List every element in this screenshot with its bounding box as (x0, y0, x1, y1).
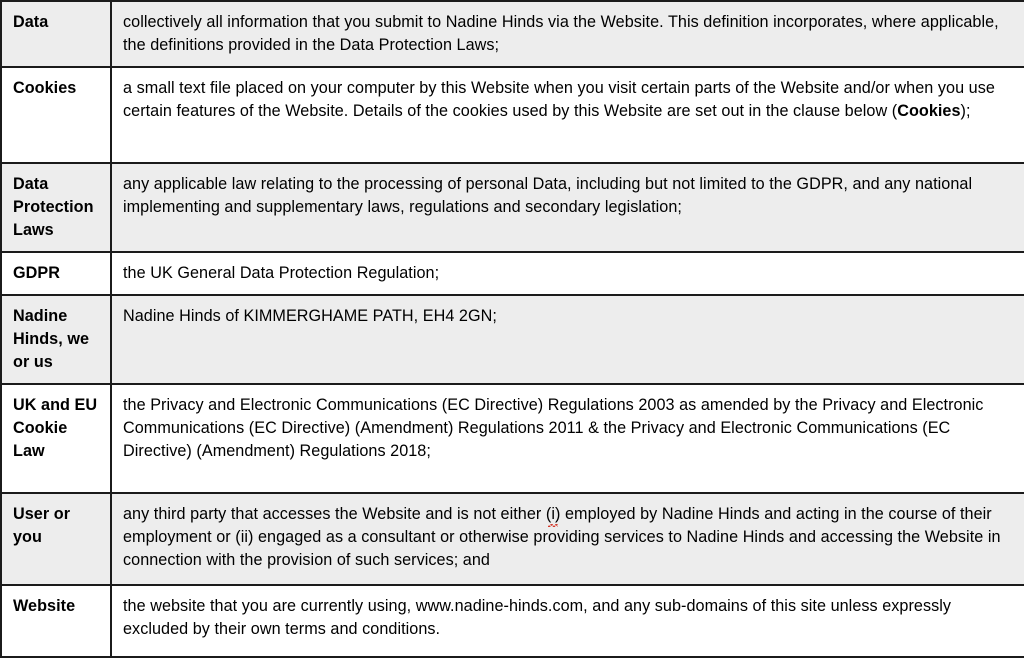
emphasis-text: Website (13, 597, 76, 615)
emphasis-text: UK and EU Cookie Law (13, 396, 98, 460)
table-row (1, 384, 1024, 493)
table-row (1, 493, 1024, 585)
emphasis-text: you (13, 528, 42, 546)
emphasis-text: we (67, 330, 90, 348)
definition-cell (111, 1, 1024, 67)
text-run: or (13, 353, 34, 371)
table-row (1, 1, 1024, 67)
text-run: ); (960, 102, 971, 120)
table-row (1, 67, 1024, 163)
emphasis-text: User (13, 505, 50, 523)
definition-cell (111, 585, 1024, 657)
text-run: employed by Nadine Hinds and acting in the course of their employment or (ii) engaged as a consultant or otherwise providing services to Nadine Hinds and accessing the Website in connection with the provision of such services; and (123, 505, 1001, 569)
term-cell (1, 67, 111, 163)
text-run: any third party that accesses the Website and is not either (123, 505, 546, 523)
text-run: any applicable law relating to the processing of personal Data, including but not limited to the GDPR, and any national implementing and supplementary laws, regulations and secondary legislation; (123, 175, 973, 216)
term-cell (1, 384, 111, 493)
text-run: the Privacy and Electronic Communications (EC Directive) Regulations 2003 as amended by the Privacy and Electronic Communications (EC Directive) (Amendment) Regulations 2011 & the Privacy and Electronic Communications (EC Directive) (Amendment) Regulations 2018; (123, 396, 984, 460)
term-cell (1, 493, 111, 585)
emphasis-text: Data Protection Laws (13, 175, 94, 239)
text-run: the UK General Data Protection Regulation; (123, 264, 440, 282)
term-cell (1, 252, 111, 295)
emphasis-text: us (33, 353, 53, 371)
emphasis-text: Data (13, 13, 49, 31)
definition-cell (111, 493, 1024, 585)
table-row (1, 295, 1024, 384)
term-cell (1, 295, 111, 384)
text-run: a small text file placed on your computer by this Website when you visit certain parts of the Website and/or when you use certain features of the Website. Details of the cookies used by this Website are set out in the clause below ( (123, 79, 995, 120)
table-row (1, 585, 1024, 657)
emphasis-text: GDPR (13, 264, 60, 282)
text-run: the website that you are currently using, www.nadine-hinds.com, and any sub-domains of this site unless expressly excluded by their own terms and conditions. (123, 597, 952, 638)
definition-cell (111, 67, 1024, 163)
spellcheck-underline (546, 503, 561, 526)
term-cell (1, 585, 111, 657)
definition-cell (111, 384, 1024, 493)
emphasis-text: Cookies (13, 79, 77, 97)
term-cell (1, 163, 111, 252)
definition-cell (111, 252, 1024, 295)
table-row (1, 252, 1024, 295)
emphasis-text: Nadine Hinds, (13, 307, 68, 348)
text-run: (i) (545, 505, 561, 523)
definition-cell (111, 295, 1024, 384)
text-run: or (49, 505, 71, 523)
emphasis-text: Cookies (897, 102, 961, 120)
term-cell (1, 1, 111, 67)
table-row (1, 163, 1024, 252)
text-run: collectively all information that you submit to Nadine Hinds via the Website. This definition incorporates, where applicable, the definitions provided in the Data Protection Laws; (123, 13, 999, 54)
text-run: Nadine Hinds of KIMMERGHAME PATH, EH4 2GN; (123, 307, 497, 325)
definition-cell (111, 163, 1024, 252)
definitions-table-body (1, 1, 1024, 657)
